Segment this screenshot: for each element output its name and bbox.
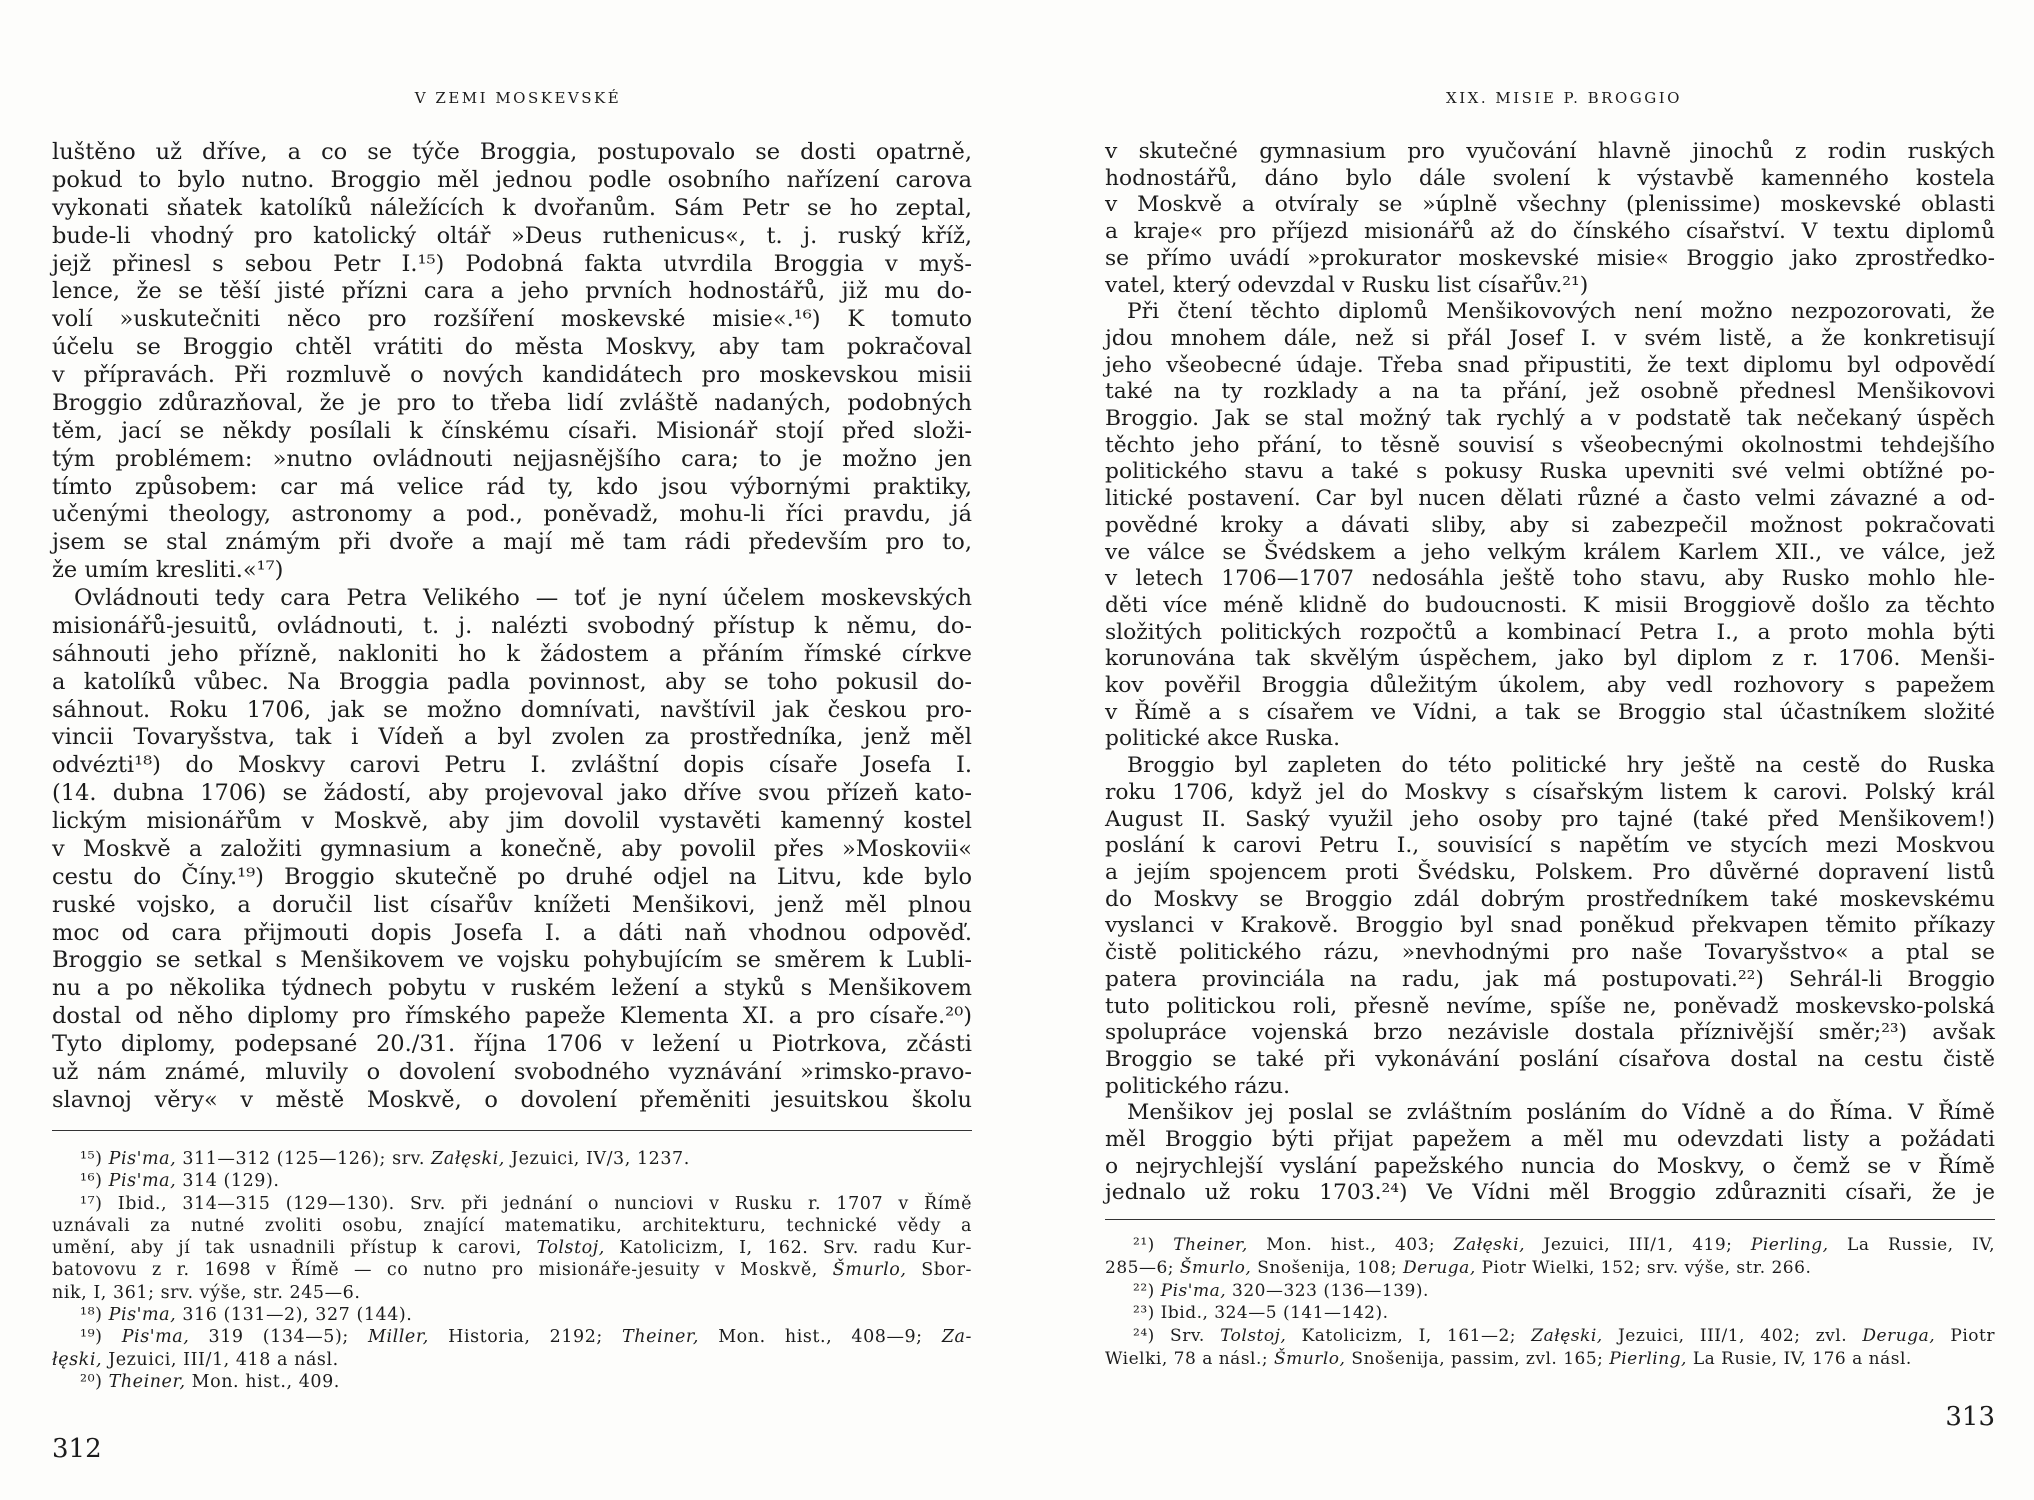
text-line: jsem se stal známým při dvoře a mají mě tam rádi především pro to, xyxy=(52,529,972,556)
text-line: jednalo už roku 1703.²⁴) Ve Vídni měl Broggio zdůrazniti císaři, že je xyxy=(1105,1180,1995,1206)
text-run: ¹⁵) xyxy=(80,1149,109,1169)
text-line: cestu do Číny.¹⁹) Broggio skutečně po druhé odjel na Litvu, kde bylo xyxy=(52,863,972,890)
text-run: Mon. hist., 403; xyxy=(1247,1235,1454,1255)
text-run: ¹⁸) xyxy=(80,1305,109,1326)
footnote-line xyxy=(1105,1348,1995,1371)
footnote xyxy=(1105,1234,1995,1280)
text-line: pokud to bylo nutno. Broggio měl jednou podle osobního nařízení carova xyxy=(52,166,972,193)
text-run: 320—323 (136—139). xyxy=(1226,1280,1429,1301)
text-line: korunována tak skvělým úspěchem, jako byl diplom z r. 1706. Menši- xyxy=(1105,646,1995,672)
footnote-line xyxy=(52,1282,972,1304)
text-run: Piotr xyxy=(1935,1326,1995,1347)
text-line: vyslanci v Krakově. Broggio byl snad poněkud překvapen těmito příkazy xyxy=(1105,913,1995,939)
text-run: Mon. hist., 409. xyxy=(185,1371,340,1392)
footnote-line xyxy=(52,1193,972,1215)
citation-italic: Pis'ma, xyxy=(121,1327,190,1348)
citation-italic: Za- xyxy=(941,1327,972,1348)
text-line: těm, jací se někdy posílali k čínskému císaři. Misionář stojí před složi- xyxy=(52,417,972,444)
citation-italic: Pierling, xyxy=(1609,1348,1687,1369)
text-line: v Moskvě a založiti gymnasium a konečně, aby povolil přes »Moskovii« xyxy=(52,835,972,862)
text-line: August II. Saský využil jeho osoby pro tajné (také před Menšikovem!) xyxy=(1105,806,1995,832)
text-run: Katolicizm, I, 162. Srv. radu Kur- xyxy=(604,1238,972,1259)
footnote xyxy=(52,1371,972,1393)
footnote-line xyxy=(52,1371,972,1393)
text-run: 311—312 (125—126); srv. xyxy=(176,1149,432,1169)
footnotes xyxy=(52,1148,972,1393)
text-line: politického rázu. xyxy=(1105,1073,1291,1099)
footnote-line xyxy=(52,1349,972,1371)
text-line: měl Broggio býti přijat papežem a měl mu odevzdati listy a požádati xyxy=(1105,1127,1995,1153)
text-run: ²¹) xyxy=(1133,1235,1174,1255)
text-line: litické postavení. Car byl nucen dělati různé a často velmi závazné a od- xyxy=(1105,486,1995,512)
text-run: Snošenija, passim, zvl. 165; xyxy=(1345,1348,1610,1369)
text-line: ruské vojsko, a doručil list císařův knížeti Menšikovi, jenž měl plnou xyxy=(52,891,972,918)
footnote xyxy=(52,1304,972,1326)
citation-italic: Załęski, xyxy=(1453,1235,1526,1255)
citation-italic: Šmurlo, xyxy=(1179,1257,1252,1278)
text-run: 319 (134—5); xyxy=(189,1327,368,1348)
paragraph xyxy=(1105,299,1995,753)
body-text xyxy=(52,139,972,1115)
footnote-line xyxy=(1105,1280,1995,1303)
footnote-line xyxy=(1105,1302,1995,1325)
text-run: 316 (131—2), 327 (144). xyxy=(176,1305,413,1326)
text-run: Jezuici, IV/3, 1237. xyxy=(504,1149,690,1169)
footnote-line xyxy=(52,1326,972,1348)
citation-italic: Deruga, xyxy=(1862,1326,1936,1347)
text-line: a kraje« pro příjezd misionářů až do čínského císařství. V textu diplomů xyxy=(1105,219,1995,245)
text-line: v Římě a s císařem ve Vídni, a tak se Broggio stal účastníkem složité xyxy=(1105,699,1995,725)
right-page xyxy=(1017,0,2034,1500)
text-line: jejž přinesl s sebou Petr I.¹⁵) Podobná fakta utvrdila Broggia v myš- xyxy=(52,250,972,277)
citation-italic: Pierling, xyxy=(1750,1235,1829,1255)
citation-italic: Miller, xyxy=(368,1327,429,1348)
text-line: Menšikov jej poslal se zvláštním posláním do Vídně a do Říma. V Římě xyxy=(1127,1100,1995,1126)
text-run: ²⁰) xyxy=(80,1371,109,1392)
footnote xyxy=(52,1193,972,1304)
text-run: ¹⁶) xyxy=(80,1171,109,1192)
body-text xyxy=(1105,139,1995,1207)
text-line: (14. dubna 1706) se žádostí, aby projevoval jako dříve svou přízeň kato- xyxy=(52,780,972,807)
text-run: uznávali za nutné zvoliti osobu, znající matematiku, architekturu, technické vědy a xyxy=(52,1215,972,1236)
citation-italic: Šmurlo, xyxy=(1274,1348,1346,1369)
text-line: moc od cara přijmouti dopis Josefa I. a dáti naň vhodnou odpověď. xyxy=(52,919,972,946)
text-run: ¹⁹) xyxy=(80,1327,122,1348)
text-line: že umím kresliti.«¹⁷) xyxy=(52,557,284,584)
text-line: v letech 1706—1707 nedosáhla ještě toho stavu, aby Rusko mohlo hle- xyxy=(1105,566,1995,592)
text-line: vincii Tovaryšstva, tak i Vídeň a byl zvolen za prostředníka, jenž měl xyxy=(52,724,972,751)
text-line: o nejrychlejší vyslání papežského nuncia do Moskvy, o čemž se v Římě xyxy=(1105,1153,1995,1179)
text-line: bude-li vhodný pro katolický oltář »Deus ruthenicus«, t. j. ruský kříž, xyxy=(52,222,972,249)
text-line: politického stavu a také s pokusy Ruska upevniti své velmi obtížné po- xyxy=(1105,459,1995,485)
text-run: La Rusie, IV, 176 a násl. xyxy=(1686,1348,1912,1369)
text-line: povědné kroky a dávati sliby, aby si zabezpečil možnost pokračovati xyxy=(1105,512,1995,538)
text-run: ¹⁷) Ibid., 314—315 (129—130). Srv. při jednání o nunciovi v Rusku r. 1707 v Římě xyxy=(80,1193,972,1214)
text-run: 314 (129). xyxy=(176,1171,280,1192)
text-line: tým problémem: »nutno ovládnouti nejjasnějšího cara; to je možno jen xyxy=(52,445,972,472)
text-line: jeho všeobecné údaje. Třeba snad připustiti, že text diplomu byl odpovědí xyxy=(1105,352,1995,378)
text-line: odvézti¹⁸) do Moskvy carovi Petru I. zvláštní dopis císaře Josefa I. xyxy=(52,752,972,779)
footnote-line xyxy=(52,1259,972,1281)
text-line: sáhnout. Roku 1706, jak se možno domnívati, navštívil jak českou pro- xyxy=(52,696,972,723)
text-line: Ovládnouti tedy cara Petra Velikého — toť je nyní účelem moskevských xyxy=(74,585,972,611)
text-line: složitých politických rozpočtů a kombinací Petra I., a proto mohla býti xyxy=(1105,619,1995,645)
footnote-line xyxy=(52,1148,972,1170)
citation-italic: Tolstoj, xyxy=(536,1238,605,1259)
footnote-line xyxy=(52,1170,972,1192)
text-line: a katolíků vůbec. Na Broggia padla povinnost, aby se toho pokusil do- xyxy=(52,668,972,695)
citation-italic: łęski, xyxy=(52,1349,103,1370)
text-line: luštěno už dříve, a co se týče Broggia, postupovalo se dosti opatrně, xyxy=(52,139,972,165)
text-line: ve válce se Švédskem a jeho velkým králem Karlem XII., ve válce, jež xyxy=(1105,539,1995,565)
paragraph xyxy=(52,585,972,1115)
text-line: lence, že se těší jisté přízni cara a jeho prvních hodnostářů, již mu do- xyxy=(52,278,972,305)
text-line: Broggio se setkal s Menšikovem ve vojsku pohybujícím se směrem k Lubli- xyxy=(52,947,972,974)
text-line: Broggio zdůrazňoval, že je pro to třeba lidí zvláště nadaných, podobných xyxy=(52,389,972,416)
running-head: XIX. MISIE P. BROGGIO xyxy=(1446,89,1682,107)
text-line: misionářů-jesuitů, ovládnouti, t. j. nalézti svobodný přístup k němu, do- xyxy=(52,612,972,639)
running-head: V ZEMI MOSKEVSKÉ xyxy=(414,89,622,107)
text-line: nu a po několika týdnech pobytu v ruském ležení a styků s Menšikovem xyxy=(52,975,972,1002)
citation-italic: Tolstoj, xyxy=(1220,1326,1287,1347)
citation-italic: Šmurlo, xyxy=(832,1260,907,1281)
footnote xyxy=(52,1170,972,1192)
text-run: Piotr Wielki, 152; srv. výše, str. 266. xyxy=(1475,1257,1812,1278)
footnote-line xyxy=(52,1215,972,1237)
text-line: Tyto diplomy, podepsané 20./31. října 1706 v ležení u Piotrkova, zčásti xyxy=(52,1031,972,1057)
text-line: roku 1706, když jel do Moskvy s císařským listem k carovi. Polský král xyxy=(1105,779,1995,805)
text-line: učenými theology, astronomy a pod., poněvadž, mohu-li říci pravdu, já xyxy=(52,501,972,528)
footnote-line xyxy=(1105,1234,1995,1257)
footnote xyxy=(52,1326,972,1371)
text-line: Broggio. Jak se stal možný tak rychlý a v podstatě tak nečekaný úspěch xyxy=(1105,406,1995,432)
page-number: 313 xyxy=(1945,1402,1995,1432)
citation-italic: Deruga, xyxy=(1403,1257,1476,1278)
text-line: patera provinciála na radu, jak má postupovati.²²) Sehrál-li Broggio xyxy=(1105,966,1995,992)
text-line: hodnostářů, dáno bylo dále svolení k výstavbě kamenného kostela xyxy=(1105,165,1995,191)
text-run: La Russie, IV, xyxy=(1828,1235,1995,1255)
text-line: v Moskvě a otvíraly se »úplně všechny (plenissime) moskevské oblasti xyxy=(1105,192,1995,218)
text-line: Při čtení těchto diplomů Menšikovových není možno nezpozorovati, že xyxy=(1127,299,1995,325)
text-line: v přípravách. Při rozmluvě o nových kandidátech pro moskevskou misii xyxy=(52,362,972,388)
text-line: vykonati sňatek katolíků náležících k dvořanům. Sám Petr se ho zeptal, xyxy=(52,194,972,221)
text-line: dostal od něho diplomy pro římského papeže Klementa XI. a pro císaře.²⁰) xyxy=(52,1003,972,1030)
text-run: Sbor- xyxy=(906,1260,972,1281)
footnote xyxy=(1105,1302,1995,1325)
text-run: Jezuici, III/1, 402; zvl. xyxy=(1602,1326,1863,1347)
paragraph xyxy=(1105,139,1995,299)
footnotes xyxy=(1105,1234,1995,1371)
footnote xyxy=(52,1148,972,1170)
citation-italic: Załęski, xyxy=(431,1149,505,1169)
text-run: Mon. hist., 408—9; xyxy=(698,1327,942,1348)
citation-italic: Pis'ma, xyxy=(108,1171,177,1192)
citation-italic: Theiner, xyxy=(108,1371,186,1392)
text-run: ²⁴) Srv. xyxy=(1133,1326,1221,1347)
text-run: Jezuici, III/1, 419; xyxy=(1525,1235,1751,1255)
paragraph xyxy=(1105,1100,1995,1207)
footnote xyxy=(1105,1280,1995,1303)
text-run: umění, aby jí tak usnadnili přístup k carovi, xyxy=(52,1238,537,1259)
text-line: politické akce Ruska. xyxy=(1105,726,1340,752)
text-line: a jejím spojencem proti Švédsku, Polskem. Pro důvěrné dopravení listů xyxy=(1105,859,1995,885)
citation-italic: Pis'ma, xyxy=(108,1305,177,1326)
text-line: poslání k carovi Petru I., souvisící s napětím ve stycích mezi Moskvou xyxy=(1105,833,1995,859)
text-run: Historia, 2192; xyxy=(428,1327,623,1348)
citation-italic: Theiner, xyxy=(622,1327,699,1348)
text-run: batovovu z r. 1698 v Římě — co nutno pro misionáře-jesuity v Moskvě, xyxy=(52,1260,833,1281)
text-line: spolupráce vojenská brzo nezávisle dostala příznivější směr;²³) avšak xyxy=(1105,1020,1995,1046)
text-line: do Moskvy se Broggio zdál dobrým prostředníkem také moskevskému xyxy=(1105,886,1995,912)
text-line: účelu se Broggio chtěl vrátiti do města Moskvy, aby tam pokračoval xyxy=(52,334,972,361)
text-run: ²³) Ibid., 324—5 (141—142). xyxy=(1133,1303,1389,1324)
text-line: v skutečné gymnasium pro vyučování hlavně jinochů z rodin ruských xyxy=(1105,139,1995,164)
citation-italic: Pis'ma, xyxy=(108,1149,177,1169)
text-line: jdou mnohem dále, než si přál Josef I. v svém listě, a že konkretisují xyxy=(1105,325,1995,351)
text-line: lickým misionářům v Moskvě, aby jim dovolil vystavěti kamenný kostel xyxy=(52,808,972,834)
text-line: se přímo uvádí »prokurator moskevské misie« Broggio jako zprostředko- xyxy=(1105,245,1995,271)
paragraph xyxy=(1105,753,1995,1100)
text-run: Wielki, 78 a násl.; xyxy=(1105,1348,1275,1369)
citation-italic: Pis'ma, xyxy=(1160,1280,1227,1301)
text-line: Broggio se také při vykonávání poslání císařova dostal na cestu čistě xyxy=(1105,1046,1995,1072)
footnote-line xyxy=(1105,1257,1995,1280)
text-line: Broggio byl zapleten do této politické hry ještě na cestě do Ruska xyxy=(1127,753,1995,779)
text-run: nik, I, 361; srv. výše, str. 245—6. xyxy=(52,1282,361,1303)
text-line: těchto jeho přání, to těsně souvisí s všeobecnými okolnostmi tehdejšího xyxy=(1105,432,1995,458)
text-run: ²²) xyxy=(1133,1280,1161,1301)
citation-italic: Theiner, xyxy=(1173,1235,1248,1255)
text-line: tímto způsobem: car má velice rád ty, kdo jsou výbornými praktiky, xyxy=(52,473,972,500)
text-line: děti více méně klidně do budoucnosti. K misii Broggiově došlo za těchto xyxy=(1105,592,1995,618)
footnote-line xyxy=(1105,1325,1995,1348)
text-line: čistě politického rázu, »nevhodnými pro naše Tovaryšstvo« a ptal se xyxy=(1105,940,1995,966)
text-line: volí »uskutečniti něco pro rozšíření moskevské misie«.¹⁶) K tomuto xyxy=(52,306,972,333)
footnote-line xyxy=(52,1237,972,1259)
citation-italic: Załęski, xyxy=(1531,1326,1603,1347)
text-run: Jezuici, III/1, 418 a násl. xyxy=(102,1349,339,1370)
page-number: 312 xyxy=(52,1434,102,1464)
text-line: kov pověřil Broggia důležitým úkolem, aby vedl rozhovory s papežem xyxy=(1105,673,1995,699)
text-line: slavnoj věry« v městě Moskvě, o dovolení přeměniti jesuitskou školu xyxy=(52,1086,972,1113)
text-line: sáhnouti jeho přízně, nakloniti ho k žádostem a přáním římské církve xyxy=(52,640,972,667)
text-line: tuto politickou roli, přesně nevíme, spíše ne, poněvadž moskevsko-polská xyxy=(1105,993,1995,1019)
footnote-rule xyxy=(52,1130,972,1131)
text-run: Katolicizm, I, 161—2; xyxy=(1286,1326,1532,1347)
text-line: už nám známé, mluvily o dovolení svobodného vyznávání »rimsko-pravo- xyxy=(52,1058,972,1085)
text-line: také na ty rozklady a na ta přání, jež osobně přednesl Menšikovovi xyxy=(1105,379,1995,405)
paragraph xyxy=(52,139,972,585)
footnote-line xyxy=(52,1304,972,1326)
text-run: Snošenija, 108; xyxy=(1251,1257,1404,1278)
footnote xyxy=(1105,1325,1995,1371)
footnote-rule xyxy=(1105,1219,1995,1220)
text-line: vatel, který odevzdal v Rusku list císařův.²¹) xyxy=(1105,272,1589,298)
text-run: 285—6; xyxy=(1105,1257,1180,1278)
